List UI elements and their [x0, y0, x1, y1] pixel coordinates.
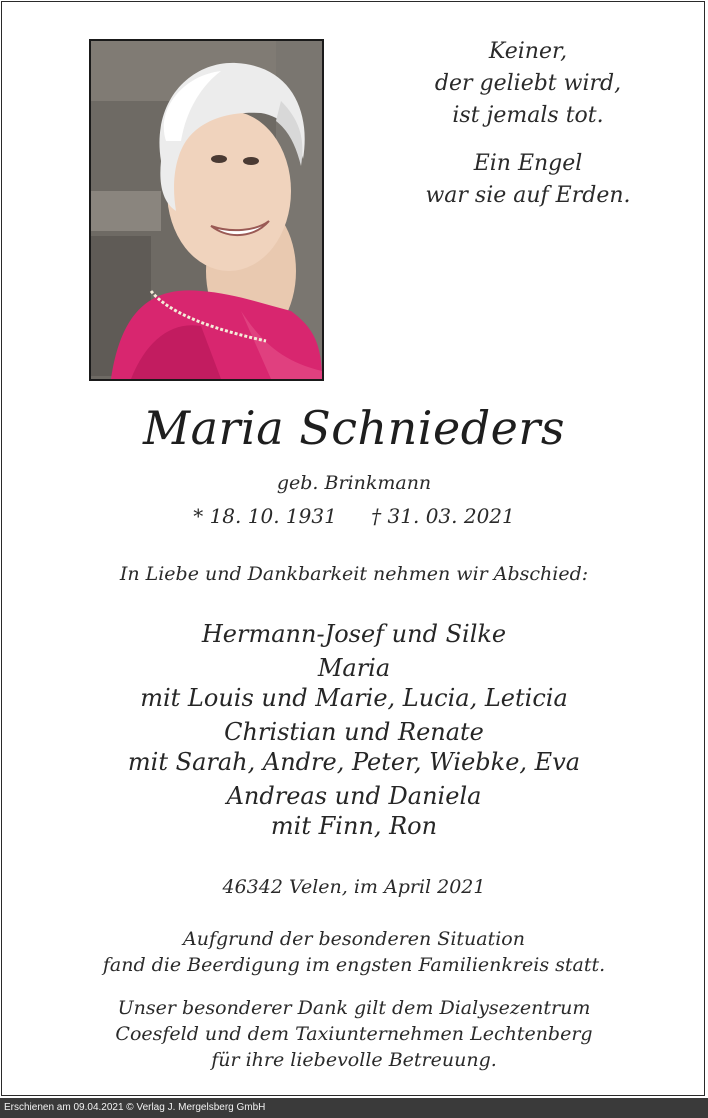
farewell-text: In Liebe und Dankbarkeit nehmen wir Abschied: — [119, 563, 589, 585]
birth-date: * 18. 10. 1931 — [193, 504, 337, 528]
funeral-note — [0, 926, 708, 978]
family-line: Maria — [317, 654, 391, 682]
family-group — [0, 717, 708, 777]
portrait-image — [91, 41, 322, 379]
verse-line: ist jemals tot. — [452, 103, 604, 128]
family-list — [0, 619, 708, 845]
note-line: für ihre liebevolle Betreuung. — [211, 1049, 497, 1071]
publication-footer: Erschienen am 09.04.2021 © Verlag J. Mergelsberg GmbH — [0, 1098, 708, 1118]
family-group — [0, 781, 708, 841]
note-line: Aufgrund der besonderen Situation — [183, 928, 525, 950]
verse-line: der geliebt wird, — [434, 71, 622, 96]
deceased-name: Maria Schnieders — [143, 401, 565, 455]
verse-line: war sie auf Erden. — [425, 183, 631, 208]
family-group — [0, 653, 708, 713]
family-line: mit Louis und Marie, Lucia, Leticia — [140, 684, 568, 712]
family-line: mit Finn, Ron — [270, 812, 438, 840]
verse-line: Ein Engel — [473, 151, 583, 176]
verse-line: Keiner, — [488, 39, 568, 64]
note-line: Unser besonderer Dank gilt dem Dialysezentrum — [117, 997, 591, 1019]
life-dates — [0, 502, 708, 530]
family-group — [0, 619, 708, 649]
thanks-note — [0, 995, 708, 1073]
family-line: Hermann-Josef und Silke — [201, 620, 507, 648]
family-line: mit Sarah, Andre, Peter, Wiebke, Eva — [127, 748, 581, 776]
death-date: † 31. 03. 2021 — [371, 504, 515, 528]
family-line: Andreas und Daniela — [226, 782, 482, 810]
note-line: fand die Beerdigung im engsten Familienkreis statt. — [102, 954, 606, 976]
birth-name: geb. Brinkmann — [276, 472, 432, 494]
place-date: 46342 Velen, im April 2021 — [222, 876, 486, 898]
family-line: Christian und Renate — [224, 718, 484, 746]
portrait-photo — [89, 39, 324, 381]
memorial-verse — [400, 36, 656, 212]
note-line: Coesfeld und dem Taxiunternehmen Lechtenberg — [115, 1023, 593, 1045]
